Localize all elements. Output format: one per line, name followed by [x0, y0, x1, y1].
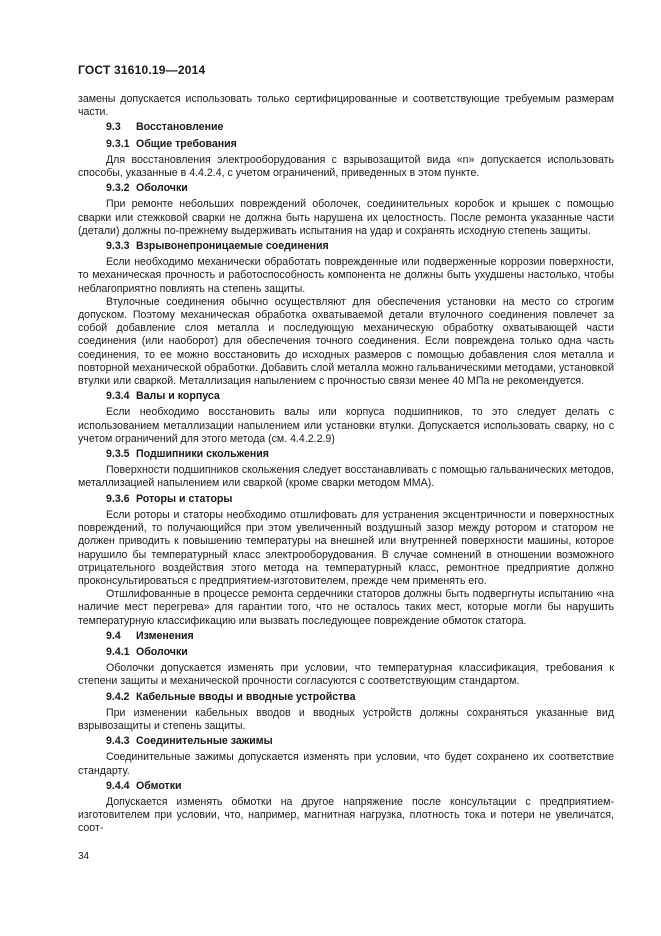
section-number: 9.3: [106, 121, 121, 134]
section-title: Оболочки: [136, 182, 188, 195]
section-title: Взрывонепроницаемые соединения: [136, 240, 329, 253]
section-heading: [78, 646, 614, 659]
section-number: 9.3.4: [106, 390, 130, 403]
paragraph: Допускается изменять обмотки на другое напряжение после консультации с предприятием-изготовителем при условии, что, например, магнитная нагрузка, плотность тока и потери не увеличатся, соот-: [78, 795, 614, 835]
section-heading: [78, 780, 614, 793]
section-number: 9.4.1: [106, 645, 130, 658]
paragraph: Для восстановления электрооборудования с взрывозащитой вида «n» допускается использовать способы, указанные в 4.4.2.4, с учетом ограничений, приведенных в этом пункте.: [78, 153, 614, 180]
section-heading: [78, 182, 614, 195]
section-number: 9.3.6: [106, 492, 130, 505]
section-number: 9.3.2: [106, 182, 130, 195]
section-heading: [78, 493, 614, 506]
section-number: 9.3.3: [106, 240, 130, 253]
section-title: Роторы и статоры: [136, 492, 233, 505]
section-title: Подшипники скольжения: [136, 448, 269, 461]
section-title: Валы и корпуса: [136, 390, 220, 403]
paragraph: Оболочки допускается изменять при условии, что температурная классификация, требования к степени защиты и механической прочности согласуются с соответствующим стандартом.: [78, 662, 614, 688]
paragraph: Соединительные зажимы допускается изменять при условии, что будет сохранено их соответствие стандарту.: [78, 751, 614, 777]
section-heading: [78, 138, 614, 151]
section-number: 9.3.5: [106, 448, 130, 461]
paragraph: замены допускается использовать только сертифицированные и соответствующие требуемым размерам части.: [78, 93, 614, 119]
section-heading: [78, 448, 614, 461]
section-number: 9.4: [106, 629, 121, 642]
section-title: Общие требования: [136, 137, 237, 150]
document-body: [78, 93, 614, 836]
section-number: 9.3.1: [106, 137, 130, 150]
section-title: Изменения: [136, 629, 194, 642]
paragraph: При ремонте небольших повреждений оболочек, соединительных коробок и крышек с помощью сварки или стежковой сварки не должна быть нарушена их целостность. После ремонта указанные части (детали) должны по-прежнему выдерживать испытания на удар и сохранять исходную степень защиты.: [78, 198, 614, 237]
paragraph: Поверхности подшипников скольжения следует восстанавливать с помощью гальванических методов, металлизацией напылением или сваркой (кроме сварки методом ММА).: [78, 464, 614, 490]
section-title: Обмотки: [136, 779, 182, 792]
section-title: Восстановление: [136, 121, 224, 134]
section-heading: [78, 691, 614, 704]
section-title: Кабельные вводы и вводные устройства: [136, 690, 356, 703]
section-number: 9.4.3: [106, 735, 130, 748]
section-heading: [78, 240, 614, 253]
section-heading: [78, 735, 614, 748]
paragraph: Отшлифованные в процессе ремонта сердечники статоров должны быть подвергнуты испытанию «на наличие мест перегрева» для гарантии того, что не осталось таких мест, которые могли бы нарушить температурную классификацию или вызвать последующее повреждение обмоток статора.: [78, 588, 614, 627]
section-title: Оболочки: [136, 645, 188, 658]
section-heading: [78, 630, 614, 643]
section-number: 9.4.4: [106, 779, 130, 792]
page-number: 34: [78, 851, 90, 862]
paragraph: Если необходимо восстановить валы или корпуса подшипников, то это следует делать с использованием металлизации напылением или установки втулки. Допускается использовать сварку, но с учетом ограничений для этого метода (см. 4.4.2.2.9): [78, 406, 614, 445]
section-heading: [78, 121, 614, 134]
section-number: 9.4.2: [106, 690, 130, 703]
paragraph: Втулочные соединения обычно осуществляют для обеспечения установки на место со строгим допуском. Поэтому механическая обработка охватываемой детали втулочного соединения повлечет за собой добавление слоя металла и последующую механическую обработку охватывающей части соединения (или наоборот) для обеспечения точного соединения. Если повреждена только одна часть соединения, то ее можно восстановить до исходных размеров с помощью добавления слоя металла и повторной механической обработки. Добавить слой металла можно гальваническими методами, установкой втулки или сваркой. Металлизация напылением с прочностью связи менее 40 МПа не рекомендуется.: [78, 295, 614, 388]
paragraph: Если необходимо механически обработать поврежденные или подверженные коррозии поверхности, то механическая прочность и работоспособность компонента не должны быть ухудшены настолько, чтобы неблагоприятно повлиять на степень защиты.: [78, 256, 614, 295]
document-header: ГОСТ 31610.19—2014: [78, 63, 206, 77]
paragraph: При изменении кабельных вводов и вводных устройств должны сохраняться указанные вид взрывозащиты и степень защиты.: [78, 706, 614, 732]
section-heading: [78, 390, 614, 403]
section-title: Соединительные зажимы: [136, 735, 273, 748]
paragraph: Если роторы и статоры необходимо отшлифовать для устранения эксцентричности и поверхностных повреждений, то получающийся при этом увеличенный воздушный зазор между ротором и статором не должен приводить к повышению температуры на внешней или внутренней поверхности машины, которое нарушило бы температурный класс электрооборудования. В случае сомнений в отношении возможного отрицательного воздействия этого метода на температурный класс, ремонтное предприятие должно проконсультироваться с предприятием-изготовителем, прежде чем применять его.: [78, 508, 614, 587]
